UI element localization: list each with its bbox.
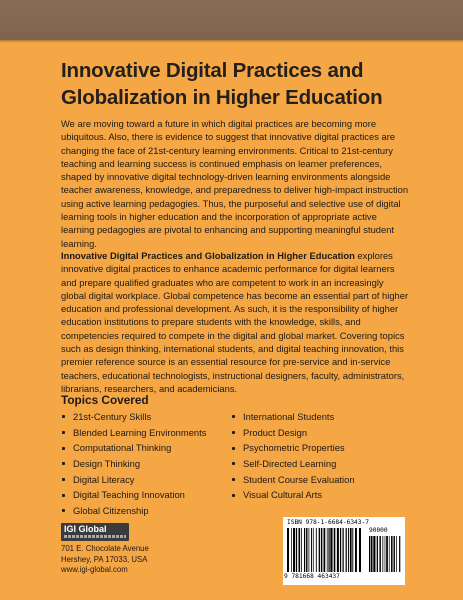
top-band [0,0,463,40]
barcode-bar [371,536,373,572]
barcode-bar [319,528,320,572]
barcode-bar [327,528,328,572]
barcode-bar [296,528,297,572]
topic-item: Digital Literacy [60,472,206,488]
barcode-bar [369,536,370,572]
barcode-bar [304,528,305,572]
isbn-text: ISBN 978-1-6684-6343-7 [287,519,369,526]
bullet-icon [232,415,235,418]
topic-item: Product Design [230,425,355,441]
bullet-icon [62,415,65,418]
barcode-bar [299,528,301,572]
barcode-bar [337,528,339,572]
topic-item: 21st-Century Skills [60,409,206,425]
topics-list-right [230,409,355,503]
bullet-icon [232,431,235,434]
barcode-bar [340,528,341,572]
bullet-icon [62,494,65,497]
logo-tagline-mark [64,535,126,538]
barcode-bar [301,528,302,572]
barcode-bar [330,528,332,572]
book-title: Innovative Digital Practices and Globalization in Higher Education [61,59,383,109]
topic-item: Psychometric Properties [230,440,355,456]
barcode-bar [389,536,390,572]
logo-text: IGI Global [64,524,107,534]
topic-item: Self-Directed Learning [230,456,355,472]
barcode-bar [343,528,344,572]
description-paragraph [61,249,411,395]
bullet-icon [232,447,235,450]
barcode-bar [391,536,393,572]
barcode-bar [394,536,395,572]
barcode-bar [311,528,312,572]
bullet-icon [62,447,65,450]
publisher-logo [61,523,129,541]
topics-list-left [60,409,206,519]
topic-item: Blended Learning Environments [60,425,206,441]
bullet-icon [232,494,235,497]
description-text: explores innovative digital practices to enhance academic performance for digital learners and prepare qualified graduates who are competent to work in an increasingly global digital workplace. Global competence has become an essential part of higher education and professional development. As such, it is the responsibility of higher education institutions to prepare students with the knowledge, skills, and competencies required to compete in the digital and global market. Covering topics such as design thinking, international students, and digital teaching innovation, this premier reference source is an essential resource for pre-service and in-service teachers, educational technologists, instructional designers, faculty, administrators, librarians, researchers, and academicians. [61,250,409,394]
addon-number: 90000 [369,527,388,534]
barcode [283,517,405,585]
barcode-bar [396,536,397,572]
barcode-bar [293,528,295,572]
barcode-bar [377,536,378,572]
barcode-bar [373,536,375,572]
bullet-icon [62,509,65,512]
topic-item: Student Course Evaluation [230,472,355,488]
topic-item: Computational Thinking [60,440,206,456]
barcode-bar [321,528,322,572]
barcode-bar [382,536,383,572]
bullet-icon [62,462,65,465]
ean-barcode-icon [287,528,361,572]
barcode-bar [359,528,361,572]
topic-item: Digital Teaching Innovation [60,487,206,503]
barcode-bar [352,528,353,572]
description-book-title: Innovative Digital Practices and Globalization in Higher Education [61,250,355,261]
barcode-bar [385,536,386,572]
publisher-address [61,544,149,576]
topic-item: Design Thinking [60,456,206,472]
addon-barcode-icon [369,536,401,572]
barcode-bar [316,528,317,572]
barcode-bar [386,536,388,572]
barcode-bar [291,528,292,572]
barcode-digits: 9 781668 463437 [284,573,340,580]
topic-item: Global Citizenship [60,503,206,519]
topic-item: Visual Cultural Arts [230,487,355,503]
barcode-bar [313,528,314,572]
barcode-bar [309,528,310,572]
barcode-bar [350,528,352,572]
barcode-bar [287,528,289,572]
address-line-2: Hershey, PA 17033, USA [61,554,148,564]
topic-item: International Students [230,409,355,425]
bullet-icon [62,431,65,434]
publisher-website: www.igi-global.com [61,565,128,574]
bullet-icon [232,478,235,481]
barcode-bar [399,536,400,572]
barcode-bar [348,528,349,572]
barcode-bar [355,528,357,572]
address-line-1: 701 E. Chocolate Avenue [61,544,149,553]
topics-heading: Topics Covered [61,393,149,407]
bullet-icon [232,462,235,465]
intro-paragraph: We are moving toward a future in which digital practices are becoming more ubiquitous. Also, there is evidence to suggest that innovative digital practices are changing the face of 21st-century learning environments. Critical to 21st-century teaching and learning success is continued emphasis on learner preferences, shaped by innovative digital technology-driven learning environments alongside teacher awareness, knowledge, and preparedness to deliver high-impact instruction using active learning pedagogies. Thus, the purposeful and selective use of digital learning tools in higher education and the incorporation of appropriate active learning pedagogies are pivotal to enhancing and supporting meaningful student learning. [61,118,409,249]
barcode-bar [346,528,347,572]
barcode-bar [334,528,336,572]
bullet-icon [62,478,65,481]
barcode-bar [328,528,329,572]
barcode-bar [379,536,380,572]
barcode-bar [306,528,307,572]
barcode-bar [324,528,326,572]
